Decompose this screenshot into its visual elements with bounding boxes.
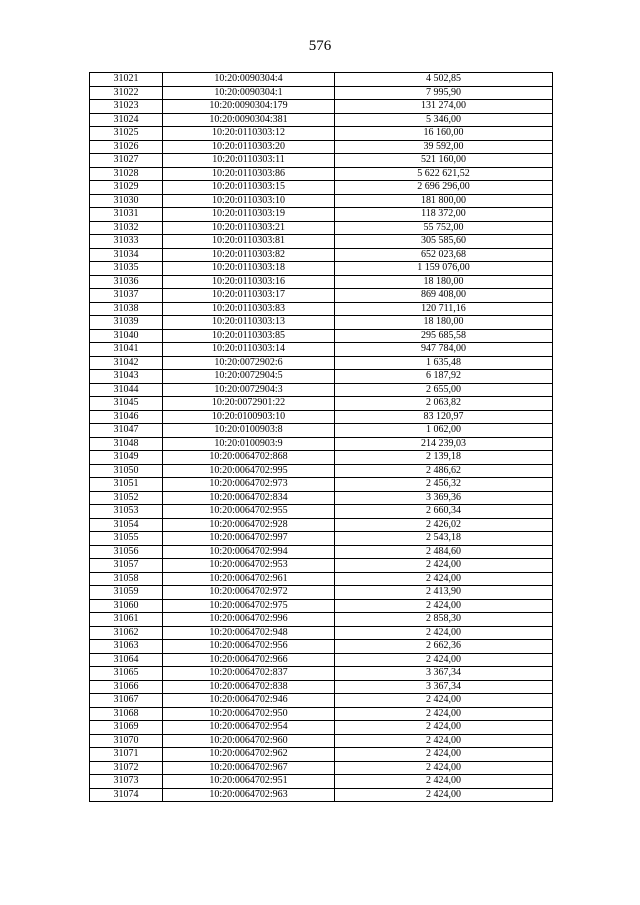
cadastral-number-cell: 10:20:0064702:997 xyxy=(163,532,335,546)
value-cell: 2 424,00 xyxy=(335,748,553,762)
value-cell: 2 063,82 xyxy=(335,397,553,411)
row-number-cell: 31048 xyxy=(90,437,163,451)
table-row xyxy=(90,721,553,735)
table-row xyxy=(90,464,553,478)
table-row xyxy=(90,694,553,708)
table-row xyxy=(90,356,553,370)
table-row xyxy=(90,154,553,168)
row-number-cell: 31057 xyxy=(90,559,163,573)
page-number: 576 xyxy=(308,38,332,54)
table-row xyxy=(90,262,553,276)
cadastral-number-cell: 10:20:0064702:961 xyxy=(163,572,335,586)
value-cell: 2 413,90 xyxy=(335,586,553,600)
table-row xyxy=(90,748,553,762)
value-cell: 2 424,00 xyxy=(335,707,553,721)
table-row xyxy=(90,289,553,303)
table-row xyxy=(90,599,553,613)
cadastral-number-cell: 10:20:0064702:837 xyxy=(163,667,335,681)
table-row xyxy=(90,127,553,141)
row-number-cell: 31021 xyxy=(90,73,163,87)
row-number-cell: 31039 xyxy=(90,316,163,330)
cadastral-number-cell: 10:20:0090304:4 xyxy=(163,73,335,87)
row-number-cell: 31038 xyxy=(90,302,163,316)
row-number-cell: 31055 xyxy=(90,532,163,546)
table-row xyxy=(90,194,553,208)
table-row xyxy=(90,140,553,154)
table-row xyxy=(90,86,553,100)
cadastral-number-cell: 10:20:0110303:11 xyxy=(163,154,335,168)
row-number-cell: 31043 xyxy=(90,370,163,384)
table-row xyxy=(90,73,553,87)
value-cell: 2 858,30 xyxy=(335,613,553,627)
row-number-cell: 31036 xyxy=(90,275,163,289)
row-number-cell: 31068 xyxy=(90,707,163,721)
value-cell: 2 696 296,00 xyxy=(335,181,553,195)
row-number-cell: 31029 xyxy=(90,181,163,195)
value-cell: 6 187,92 xyxy=(335,370,553,384)
cadastral-number-cell: 10:20:0072904:5 xyxy=(163,370,335,384)
cadastral-number-cell: 10:20:0110303:21 xyxy=(163,221,335,235)
value-cell: 18 180,00 xyxy=(335,316,553,330)
value-cell: 947 784,00 xyxy=(335,343,553,357)
table-row xyxy=(90,653,553,667)
cadastral-number-cell: 10:20:0072904:3 xyxy=(163,383,335,397)
row-number-cell: 31032 xyxy=(90,221,163,235)
row-number-cell: 31028 xyxy=(90,167,163,181)
table-row xyxy=(90,437,553,451)
cadastral-number-cell: 10:20:0110303:86 xyxy=(163,167,335,181)
cadastral-number-cell: 10:20:0110303:13 xyxy=(163,316,335,330)
value-cell: 869 408,00 xyxy=(335,289,553,303)
row-number-cell: 31027 xyxy=(90,154,163,168)
table-row xyxy=(90,424,553,438)
row-number-cell: 31065 xyxy=(90,667,163,681)
row-number-cell: 31063 xyxy=(90,640,163,654)
cadastral-number-cell: 10:20:0064702:950 xyxy=(163,707,335,721)
row-number-cell: 31045 xyxy=(90,397,163,411)
cadastral-number-cell: 10:20:0072901:22 xyxy=(163,397,335,411)
value-cell: 3 367,34 xyxy=(335,667,553,681)
value-cell: 2 424,00 xyxy=(335,653,553,667)
cadastral-number-cell: 10:20:0064702:996 xyxy=(163,613,335,627)
cadastral-number-cell: 10:20:0064702:954 xyxy=(163,721,335,735)
value-cell: 1 159 076,00 xyxy=(335,262,553,276)
cadastral-number-cell: 10:20:0110303:12 xyxy=(163,127,335,141)
row-number-cell: 31072 xyxy=(90,761,163,775)
table-row xyxy=(90,410,553,424)
row-number-cell: 31053 xyxy=(90,505,163,519)
registry-table xyxy=(89,72,553,802)
table-row xyxy=(90,113,553,127)
table-row xyxy=(90,181,553,195)
row-number-cell: 31023 xyxy=(90,100,163,114)
row-number-cell: 31062 xyxy=(90,626,163,640)
value-cell: 2 655,00 xyxy=(335,383,553,397)
value-cell: 3 367,34 xyxy=(335,680,553,694)
cadastral-number-cell: 10:20:0064702:975 xyxy=(163,599,335,613)
cadastral-number-cell: 10:20:0064702:838 xyxy=(163,680,335,694)
value-cell: 2 424,00 xyxy=(335,775,553,789)
value-cell: 295 685,58 xyxy=(335,329,553,343)
row-number-cell: 31059 xyxy=(90,586,163,600)
cadastral-number-cell: 10:20:0072902:6 xyxy=(163,356,335,370)
table-row xyxy=(90,626,553,640)
cadastral-number-cell: 10:20:0064702:960 xyxy=(163,734,335,748)
value-cell: 2 424,00 xyxy=(335,788,553,802)
value-cell: 2 424,00 xyxy=(335,599,553,613)
cadastral-number-cell: 10:20:0064702:953 xyxy=(163,559,335,573)
cadastral-number-cell: 10:20:0064702:928 xyxy=(163,518,335,532)
row-number-cell: 31041 xyxy=(90,343,163,357)
table-row xyxy=(90,518,553,532)
cadastral-number-cell: 10:20:0110303:81 xyxy=(163,235,335,249)
row-number-cell: 31060 xyxy=(90,599,163,613)
value-cell: 2 424,00 xyxy=(335,572,553,586)
value-cell: 2 426,02 xyxy=(335,518,553,532)
value-cell: 1 635,48 xyxy=(335,356,553,370)
table-row xyxy=(90,370,553,384)
value-cell: 2 484,60 xyxy=(335,545,553,559)
row-number-cell: 31035 xyxy=(90,262,163,276)
value-cell: 18 180,00 xyxy=(335,275,553,289)
row-number-cell: 31046 xyxy=(90,410,163,424)
cadastral-number-cell: 10:20:0064702:948 xyxy=(163,626,335,640)
row-number-cell: 31058 xyxy=(90,572,163,586)
table-row xyxy=(90,478,553,492)
cadastral-number-cell: 10:20:0064702:834 xyxy=(163,491,335,505)
value-cell: 120 711,16 xyxy=(335,302,553,316)
table-row xyxy=(90,100,553,114)
cadastral-number-cell: 10:20:0064702:956 xyxy=(163,640,335,654)
row-number-cell: 31034 xyxy=(90,248,163,262)
value-cell: 2 662,36 xyxy=(335,640,553,654)
row-number-cell: 31050 xyxy=(90,464,163,478)
table-row xyxy=(90,559,553,573)
table-row xyxy=(90,613,553,627)
value-cell: 3 369,36 xyxy=(335,491,553,505)
value-cell: 5 622 621,52 xyxy=(335,167,553,181)
row-number-cell: 31037 xyxy=(90,289,163,303)
cadastral-number-cell: 10:20:0110303:14 xyxy=(163,343,335,357)
table-row xyxy=(90,451,553,465)
value-cell: 118 372,00 xyxy=(335,208,553,222)
cadastral-number-cell: 10:20:0110303:15 xyxy=(163,181,335,195)
table-row xyxy=(90,572,553,586)
cadastral-number-cell: 10:20:0064702:973 xyxy=(163,478,335,492)
row-number-cell: 31025 xyxy=(90,127,163,141)
value-cell: 2 543,18 xyxy=(335,532,553,546)
cadastral-number-cell: 10:20:0110303:82 xyxy=(163,248,335,262)
row-number-cell: 31054 xyxy=(90,518,163,532)
registry-table-body xyxy=(90,73,553,802)
value-cell: 2 424,00 xyxy=(335,626,553,640)
row-number-cell: 31040 xyxy=(90,329,163,343)
table-row xyxy=(90,640,553,654)
cadastral-number-cell: 10:20:0110303:85 xyxy=(163,329,335,343)
row-number-cell: 31047 xyxy=(90,424,163,438)
value-cell: 2 424,00 xyxy=(335,694,553,708)
table-row xyxy=(90,505,553,519)
value-cell: 2 660,34 xyxy=(335,505,553,519)
table-row xyxy=(90,397,553,411)
cadastral-number-cell: 10:20:0110303:20 xyxy=(163,140,335,154)
table-row xyxy=(90,343,553,357)
value-cell: 305 585,60 xyxy=(335,235,553,249)
row-number-cell: 31056 xyxy=(90,545,163,559)
value-cell: 2 424,00 xyxy=(335,734,553,748)
value-cell: 1 062,00 xyxy=(335,424,553,438)
cadastral-number-cell: 10:20:0064702:994 xyxy=(163,545,335,559)
row-number-cell: 31067 xyxy=(90,694,163,708)
cadastral-number-cell: 10:20:0110303:10 xyxy=(163,194,335,208)
table-row xyxy=(90,680,553,694)
cadastral-number-cell: 10:20:0064702:868 xyxy=(163,451,335,465)
cadastral-number-cell: 10:20:0064702:967 xyxy=(163,761,335,775)
value-cell: 131 274,00 xyxy=(335,100,553,114)
cadastral-number-cell: 10:20:0110303:17 xyxy=(163,289,335,303)
value-cell: 2 486,62 xyxy=(335,464,553,478)
table-row xyxy=(90,208,553,222)
cadastral-number-cell: 10:20:0064702:963 xyxy=(163,788,335,802)
row-number-cell: 31073 xyxy=(90,775,163,789)
cadastral-number-cell: 10:20:0100903:10 xyxy=(163,410,335,424)
table-row xyxy=(90,329,553,343)
cadastral-number-cell: 10:20:0090304:179 xyxy=(163,100,335,114)
value-cell: 83 120,97 xyxy=(335,410,553,424)
row-number-cell: 31071 xyxy=(90,748,163,762)
table-row xyxy=(90,545,553,559)
table-row xyxy=(90,302,553,316)
row-number-cell: 31051 xyxy=(90,478,163,492)
value-cell: 521 160,00 xyxy=(335,154,553,168)
row-number-cell: 31074 xyxy=(90,788,163,802)
cadastral-number-cell: 10:20:0064702:955 xyxy=(163,505,335,519)
table-row xyxy=(90,775,553,789)
cadastral-number-cell: 10:20:0064702:946 xyxy=(163,694,335,708)
row-number-cell: 31022 xyxy=(90,86,163,100)
value-cell: 2 424,00 xyxy=(335,721,553,735)
row-number-cell: 31042 xyxy=(90,356,163,370)
value-cell: 55 752,00 xyxy=(335,221,553,235)
table-row xyxy=(90,167,553,181)
table-row xyxy=(90,788,553,802)
cadastral-number-cell: 10:20:0090304:381 xyxy=(163,113,335,127)
cadastral-number-cell: 10:20:0064702:962 xyxy=(163,748,335,762)
cadastral-number-cell: 10:20:0100903:8 xyxy=(163,424,335,438)
row-number-cell: 31049 xyxy=(90,451,163,465)
row-number-cell: 31044 xyxy=(90,383,163,397)
value-cell: 39 592,00 xyxy=(335,140,553,154)
table-row xyxy=(90,667,553,681)
table-row xyxy=(90,221,553,235)
row-number-cell: 31066 xyxy=(90,680,163,694)
table-row xyxy=(90,248,553,262)
table-row xyxy=(90,383,553,397)
cadastral-number-cell: 10:20:0090304:1 xyxy=(163,86,335,100)
table-row xyxy=(90,734,553,748)
value-cell: 2 424,00 xyxy=(335,559,553,573)
cadastral-number-cell: 10:20:0064702:995 xyxy=(163,464,335,478)
row-number-cell: 31026 xyxy=(90,140,163,154)
value-cell: 5 346,00 xyxy=(335,113,553,127)
table-row xyxy=(90,761,553,775)
cadastral-number-cell: 10:20:0064702:972 xyxy=(163,586,335,600)
row-number-cell: 31069 xyxy=(90,721,163,735)
cadastral-number-cell: 10:20:0064702:966 xyxy=(163,653,335,667)
value-cell: 181 800,00 xyxy=(335,194,553,208)
value-cell: 7 995,90 xyxy=(335,86,553,100)
row-number-cell: 31061 xyxy=(90,613,163,627)
row-number-cell: 31070 xyxy=(90,734,163,748)
row-number-cell: 31052 xyxy=(90,491,163,505)
value-cell: 652 023,68 xyxy=(335,248,553,262)
table-row xyxy=(90,235,553,249)
cadastral-number-cell: 10:20:0110303:16 xyxy=(163,275,335,289)
value-cell: 2 139,18 xyxy=(335,451,553,465)
cadastral-number-cell: 10:20:0110303:18 xyxy=(163,262,335,276)
cadastral-number-cell: 10:20:0110303:83 xyxy=(163,302,335,316)
row-number-cell: 31030 xyxy=(90,194,163,208)
table-row xyxy=(90,586,553,600)
row-number-cell: 31024 xyxy=(90,113,163,127)
row-number-cell: 31064 xyxy=(90,653,163,667)
row-number-cell: 31033 xyxy=(90,235,163,249)
value-cell: 2 456,32 xyxy=(335,478,553,492)
table-row xyxy=(90,491,553,505)
table-row xyxy=(90,316,553,330)
value-cell: 4 502,85 xyxy=(335,73,553,87)
value-cell: 2 424,00 xyxy=(335,761,553,775)
row-number-cell: 31031 xyxy=(90,208,163,222)
cadastral-number-cell: 10:20:0100903:9 xyxy=(163,437,335,451)
table-row xyxy=(90,707,553,721)
value-cell: 16 160,00 xyxy=(335,127,553,141)
cadastral-number-cell: 10:20:0064702:951 xyxy=(163,775,335,789)
table-row xyxy=(90,532,553,546)
value-cell: 214 239,03 xyxy=(335,437,553,451)
cadastral-number-cell: 10:20:0110303:19 xyxy=(163,208,335,222)
table-row xyxy=(90,275,553,289)
